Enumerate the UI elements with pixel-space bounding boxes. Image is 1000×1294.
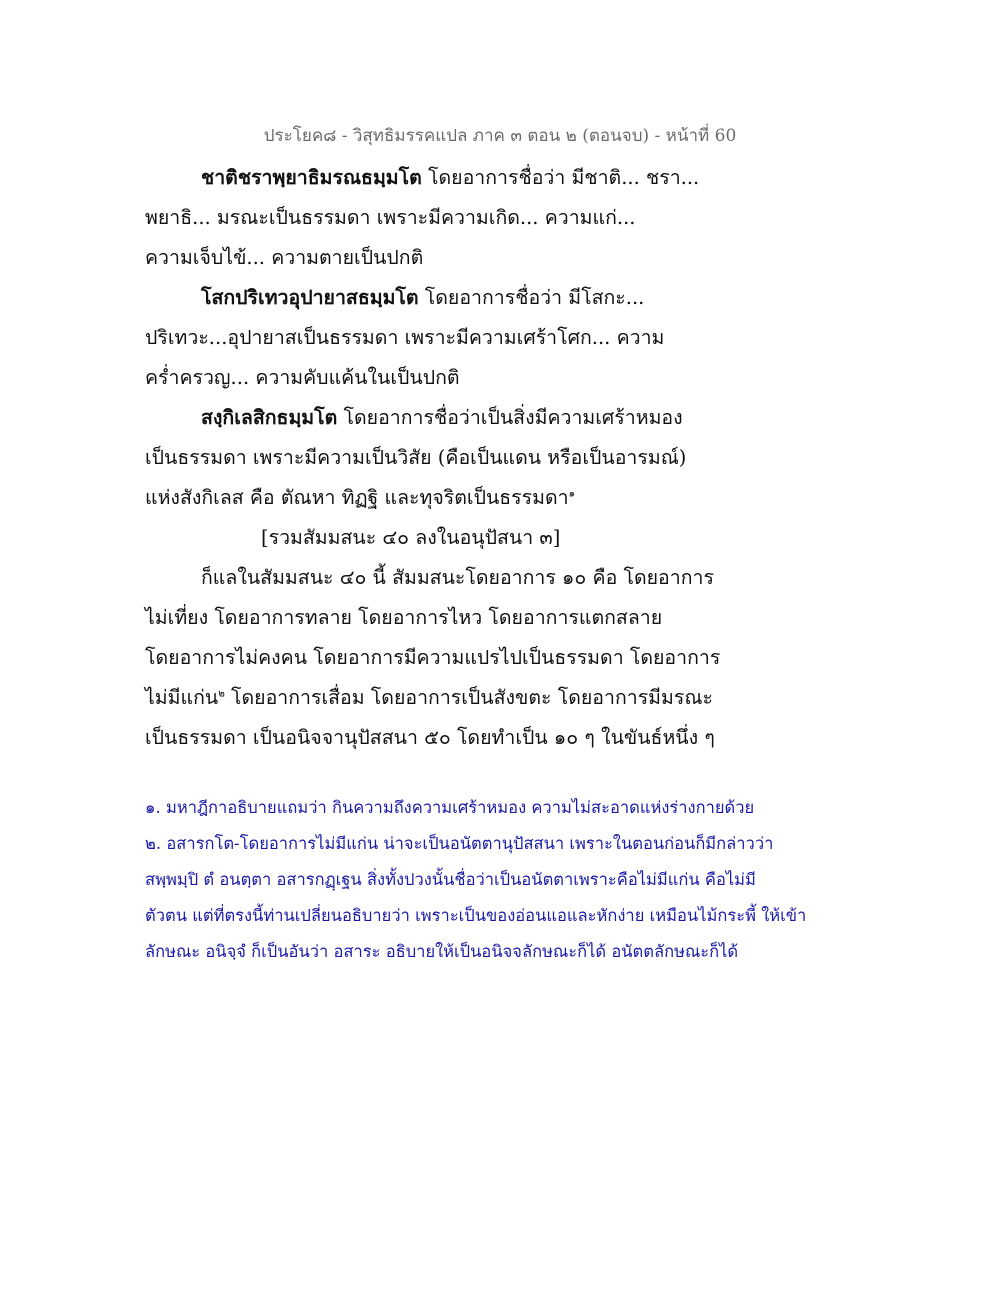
footnote-line: ตัวตน แต่ที่ตรงนี้ท่านเปลี่ยนอธิบายว่า เพราะเป็นของอ่อนแอและหักง่าย เหมือนไม้กระพี้ ให้เข้า: [145, 906, 807, 925]
paragraph-3-line-1: [145, 398, 845, 438]
paragraph-4-line-3: โดยอาการไม่คงคน โดยอาการมีความแปรไปเป็นธรรมดา โดยอาการ: [145, 646, 721, 669]
paragraph-4-line-2: ไม่เที่ยง โดยอาการทลาย โดยอาการไหว โดยอาการแตกสลาย: [145, 606, 663, 629]
paragraph-2-line-2: ปริเทวะ...อุปายาสเป็นธรรมดา เพราะมีความเศร้าโศก... ความ: [145, 326, 665, 349]
paragraph-4-line-4: [145, 678, 845, 718]
pali-term: ชาติชราพฺยาธิมรณธมฺมโต: [201, 166, 422, 189]
footnote-line: ๒. อสารกโต-โดยอาการไม่มีแก่น น่าจะเป็นอนัตตานุปัสสนา เพราะในตอนก่อนก็มีกล่าวว่า: [145, 834, 774, 853]
footnote-marker: ๑: [568, 488, 575, 500]
paragraph-text: โดยอาการเสื่อม โดยอาการเป็นสังขตะ โดยอาการมีมรณะ: [224, 686, 713, 709]
paragraph-1-line-1: [145, 158, 845, 198]
paragraph-text: โดยอาการชื่อว่า มีชาติ... ชรา...: [421, 166, 700, 189]
paragraph-text: โดยอาการชื่อว่าเป็นสิ่งมีความเศร้าหมอง: [337, 406, 683, 429]
paragraph-4-line-5: เป็นธรรมดา เป็นอนิจจานุปัสสนา ๕๐ โดยทำเป็น ๑๐ ๆ ในขันธ์หนึ่ง ๆ: [145, 726, 715, 749]
paragraph-4-line-1: ก็แลในสัมมสนะ ๔๐ นี้ สัมมสนะโดยอาการ ๑๐ คือ โดยอาการ: [201, 566, 714, 589]
section-subheading: [รวมสัมมสนะ ๔๐ ลงในอนุปัสนา ๓]: [261, 526, 561, 549]
running-header: ประโยค๘ - วิสุทธิมรรคแปล ภาค ๓ ตอน ๒ (ตอนจบ) - หน้าที่ 60: [263, 126, 737, 146]
pali-term: สงฺกิเลสิกธมฺมโต: [201, 406, 338, 429]
paragraph-3-line-2: เป็นธรรมดา เพราะมีความเป็นวิสัย (คือเป็นแดน หรือเป็นอารมณ์): [145, 446, 687, 469]
main-text: [145, 158, 845, 758]
footnote-line: ลักษณะ อนิจฺจํ ก็เป็นอันว่า อสาระ อธิบายให้เป็นอนิจจลักษณะก็ได้ อนัตตลักษณะก็ได้: [145, 942, 739, 961]
paragraph-2-line-3: คร่ำครวญ... ความคับแค้นในเป็นปกติ: [145, 366, 460, 389]
paragraph-text: ไม่มีแก่น: [145, 686, 219, 709]
footnotes: [145, 790, 865, 970]
paragraph-1-line-3: ความเจ็บไข้... ความตายเป็นปกติ: [145, 246, 424, 269]
paragraph-2-line-1: [145, 278, 845, 318]
footnote-marker: ๒: [218, 688, 225, 700]
footnote-line: ๑. มหาฎีกาอธิบายแถมว่า กินความถึงความเศร้าหมอง ความไม่สะอาดแห่งร่างกายด้วย: [145, 798, 755, 817]
paragraph-text: โดยอาการชื่อว่า มีโสกะ...: [418, 286, 645, 309]
pali-term: โสกปริเทวอุปายาสธมฺมโต: [201, 286, 419, 309]
paragraph-1-line-2: พยาธิ... มรณะเป็นธรรมดา เพราะมีความเกิด... ความแก่...: [145, 206, 636, 229]
footnote-line: สพฺพมฺปิ ตํ อนตฺตา อสารกฏฺเฐน สิ่งทั้งปวงนั้นชื่อว่าเป็นอนัตตาเพราะคือไม่มีแก่น คือไม่มี: [145, 870, 756, 889]
paragraph-3-line-3: [145, 478, 845, 518]
paragraph-text: แห่งสังกิเลส คือ ตัณหา ทิฏฐิ และทุจริตเป็นธรรมดา: [145, 486, 569, 509]
